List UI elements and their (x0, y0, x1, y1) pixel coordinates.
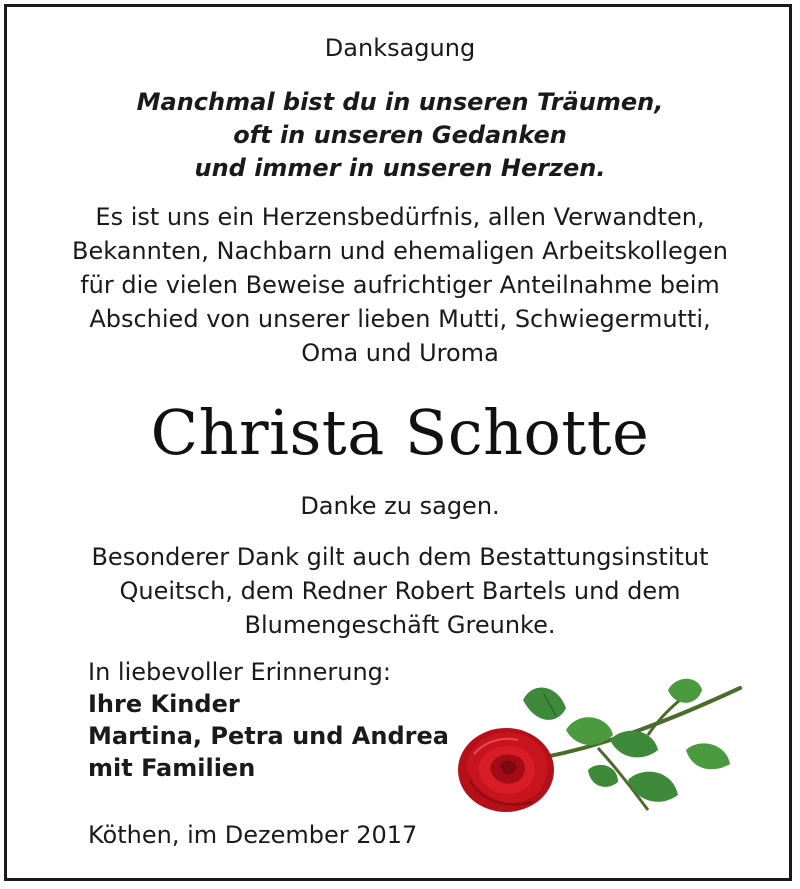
quote-line: Manchmal bist du in unseren Träumen, (136, 88, 664, 116)
notice-heading: Danksagung (324, 34, 476, 62)
deceased-name: Christa Schotte (150, 396, 650, 469)
body-line: Abschied von unserer lieben Mutti, Schwiegermutti, (89, 305, 711, 333)
special-thanks (0, 540, 800, 642)
gratitude-text (0, 200, 800, 370)
quote-line: oft in unseren Gedanken (233, 121, 567, 149)
body-line: Bekannten, Nachbarn und ehemaligen Arbeitskollegen (72, 237, 728, 265)
place-date: Köthen, im Dezember 2017 (88, 821, 418, 849)
signoff-intro: In liebevoller Erinnerung: (88, 658, 391, 686)
signoff-families: mit Familien (88, 754, 256, 782)
signoff-children: Ihre Kinder (88, 690, 240, 718)
body-line: Es ist uns ein Herzensbedürfnis, allen Verwandten, (95, 203, 705, 231)
body-line: für die vielen Beweise aufrichtiger Anteilnahme beim (80, 271, 720, 299)
special-thanks-line: Blumengeschäft Greunke. (244, 611, 556, 639)
special-thanks-line: Besonderer Dank gilt auch dem Bestattungsinstitut (91, 543, 709, 571)
memorial-quote (0, 86, 800, 185)
signoff-block (88, 656, 449, 784)
body-line: Oma und Uroma (301, 339, 499, 367)
rose-icon (448, 670, 758, 830)
signoff-names: Martina, Petra und Andrea (88, 722, 449, 750)
quote-line: und immer in unseren Herzen. (194, 154, 606, 182)
thanks-line: Danke zu sagen. (300, 492, 500, 520)
special-thanks-line: Queitsch, dem Redner Robert Bartels und dem (119, 577, 681, 605)
